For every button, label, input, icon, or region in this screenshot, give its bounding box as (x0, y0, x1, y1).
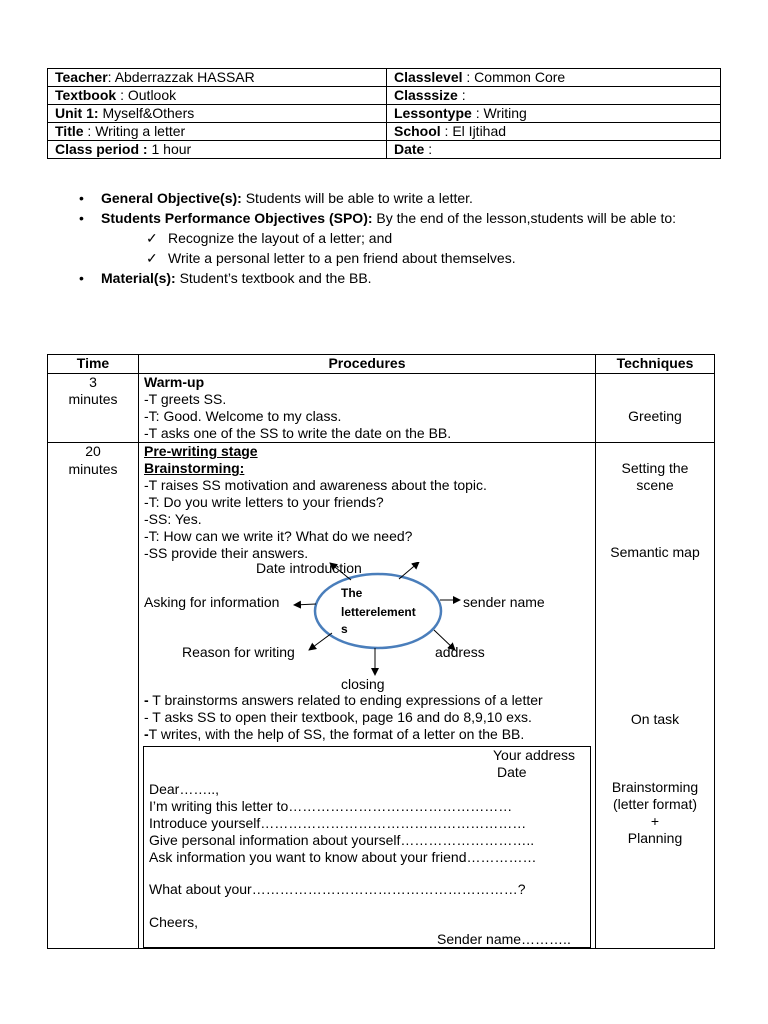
spo-item-text: Write a personal letter to a pen friend about themselves. (168, 250, 516, 266)
warmup-time-unit: minutes (68, 391, 118, 407)
letter-date: Date (497, 764, 527, 780)
bullet-icon: • (79, 210, 84, 226)
letter-line: Introduce yourself………………………………………………… (149, 815, 527, 831)
spo-item-text: Recognize the layout of a letter; and (168, 230, 393, 246)
info-separator: : (83, 123, 96, 139)
letter-sender: Sender name……….. (437, 931, 571, 947)
semantic-map (144, 562, 594, 692)
general-objective-label: General Objective(s): (101, 190, 242, 206)
info-separator: : (116, 87, 128, 103)
letter-format-box (143, 746, 591, 948)
procedures-table (47, 354, 715, 949)
letter-address: Your address (493, 747, 575, 763)
info-row (48, 87, 721, 105)
info-row (48, 123, 721, 141)
lesson-info-table (47, 68, 721, 159)
info-value: El Ijtihad (452, 123, 507, 139)
info-cell (387, 87, 721, 105)
warmup-line: -T asks one of the SS to write the date on the BB. (144, 425, 452, 441)
info-value: Myself&Others (102, 105, 195, 121)
info-row (48, 105, 721, 123)
spo-text: By the end of the lesson,students will be able to: (372, 210, 677, 226)
prewriting-procedure (139, 443, 596, 949)
info-label: Teacher (55, 69, 108, 85)
letter-line: I’m writing this letter to………………………………………… (149, 798, 513, 814)
prewriting-time (48, 443, 139, 949)
info-cell (48, 69, 387, 87)
materials-text: Student’s textbook and the BB. (175, 270, 372, 286)
info-separator: : (462, 69, 475, 85)
info-cell (48, 141, 387, 159)
info-label: Textbook (55, 87, 117, 103)
warmup-procedure (139, 374, 596, 443)
after-line-mark: - (144, 692, 149, 708)
technique-semantic-map: Semantic map (610, 544, 700, 560)
info-cell (387, 141, 721, 159)
info-cell (48, 123, 387, 141)
letter-line: Give personal information about yourself……………………….. (149, 832, 535, 848)
info-cell (48, 105, 387, 123)
warmup-line: -T greets SS. (144, 391, 227, 407)
arrow-to-introduction (399, 562, 419, 579)
general-objective (76, 188, 696, 208)
bullet-icon: • (79, 270, 84, 286)
info-label: School (394, 123, 441, 139)
prewriting-row (48, 443, 715, 949)
header-time: Time (48, 355, 139, 374)
info-value: Writing (483, 105, 527, 121)
warmup-technique (596, 374, 715, 443)
prewriting-line: -T: Do you write letters to your friends? (144, 494, 384, 510)
info-separator: : (107, 69, 115, 85)
map-label-address: address (435, 644, 485, 660)
info-label: Title (55, 123, 84, 139)
info-cell (387, 69, 721, 87)
spo-objective (76, 208, 696, 228)
map-center-line: The (341, 586, 363, 600)
info-separator: : (471, 105, 484, 121)
map-center-label (341, 584, 416, 636)
prewriting-line: -SS provide their answers. (144, 545, 309, 561)
after-line (144, 726, 595, 743)
technique-setting-scene: scene (636, 477, 674, 493)
info-separator: : (457, 87, 466, 103)
map-label-closing: closing (341, 676, 385, 692)
prewriting-line: -T raises SS motivation and awareness about the topic. (144, 477, 487, 493)
prewriting-time-number: 20 (85, 443, 101, 459)
info-value: 1 hour (151, 141, 192, 157)
technique-on-task: On task (630, 711, 680, 727)
info-label: Date (394, 141, 425, 157)
warmup-row (48, 374, 715, 443)
spo-item (76, 228, 696, 248)
general-objective-text: Students will be able to write a letter. (241, 190, 473, 206)
info-label: Classsize (394, 87, 458, 103)
prewriting-stage-title: Pre-writing stage (144, 443, 258, 459)
after-line-text: T writes, with the help of SS, the format of a letter on the BB. (148, 726, 525, 742)
letter-line: What about your…………………………………………………? (149, 881, 526, 897)
prewriting-line: -SS: Yes. (144, 511, 202, 527)
after-line (144, 709, 595, 726)
info-label: Classlevel (394, 69, 463, 85)
info-label: Lessontype (394, 105, 472, 121)
prewriting-techniques (596, 443, 715, 949)
arrow-to-asking (294, 604, 316, 605)
materials (76, 268, 696, 288)
brainstorming-title: Brainstorming: (144, 460, 245, 476)
map-label-sender: sender name (463, 594, 545, 610)
info-value: Common Core (474, 69, 566, 85)
materials-label: Material(s): (101, 270, 176, 286)
checkmark-icon: ✓ (146, 250, 158, 266)
spo-label: Students Performance Objectives (SPO): (101, 210, 373, 226)
info-separator: : (424, 141, 433, 157)
info-label: Class period : (55, 141, 148, 157)
info-cell (48, 87, 387, 105)
info-cell (387, 105, 721, 123)
spo-item (76, 248, 696, 268)
map-center-line: s (341, 622, 348, 636)
technique-plus: + (650, 813, 660, 829)
info-value: Outlook (127, 87, 177, 103)
warmup-time-number: 3 (89, 374, 97, 390)
info-cell (387, 123, 721, 141)
objectives-section (76, 188, 696, 288)
map-center-line: letterelement (341, 605, 416, 619)
arrow-to-reason (309, 633, 332, 650)
header-procedures: Procedures (139, 355, 596, 374)
technique-greeting: Greeting (628, 408, 682, 424)
checkmark-icon: ✓ (146, 230, 158, 246)
header-techniques: Techniques (596, 355, 715, 374)
letter-line: Ask information you want to know about your friend…………… (149, 849, 537, 865)
bullet-icon: • (79, 190, 84, 206)
info-value: Abderrazzak HASSAR (114, 69, 255, 85)
technique-letter-format: (letter format) (612, 796, 697, 812)
map-label-asking: Asking for information (144, 594, 280, 610)
info-label: Unit 1: (55, 105, 99, 121)
technique-planning: Planning (627, 830, 683, 846)
after-line-text: - T asks SS to open their textbook, page 16 and do 8,9,10 exs. (144, 709, 532, 725)
info-separator: : (440, 123, 453, 139)
warmup-time (48, 374, 139, 443)
after-line (144, 692, 595, 709)
after-line-mark: - (144, 726, 149, 742)
info-value: Writing a letter (95, 123, 186, 139)
map-label-date-introduction: Date introduction (256, 560, 362, 576)
prewriting-line: -T: How can we write it? What do we need? (144, 528, 413, 544)
warmup-title: Warm-up (144, 374, 205, 390)
technique-setting-scene: Setting the (621, 460, 689, 476)
procedures-header-row (48, 355, 715, 374)
map-label-reason: Reason for writing (182, 644, 295, 660)
letter-cheers: Cheers, (149, 914, 199, 930)
letter-dear: Dear…….., (149, 781, 220, 797)
warmup-line: -T: Good. Welcome to my class. (144, 408, 342, 424)
info-row (48, 141, 721, 159)
info-row (48, 69, 721, 87)
after-line-text: T brainstorms answers related to ending expressions of a letter (148, 692, 543, 708)
prewriting-time-unit: minutes (68, 461, 118, 477)
technique-brainstorming: Brainstorming (611, 779, 699, 795)
